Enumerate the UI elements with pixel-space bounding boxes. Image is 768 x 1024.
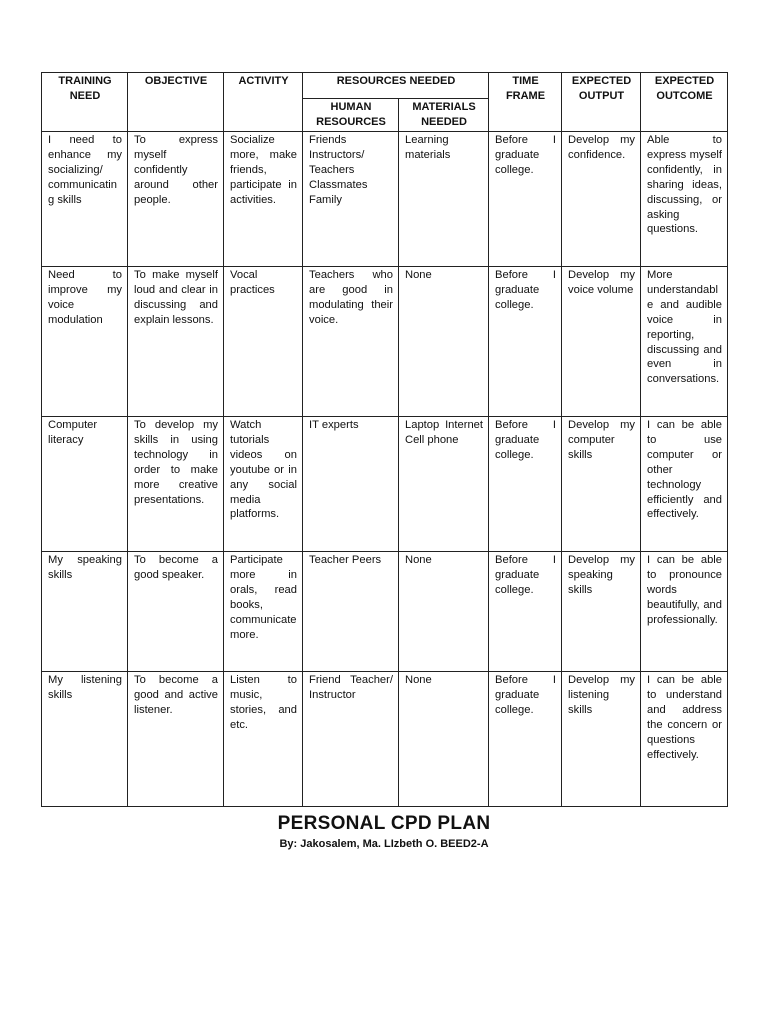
cell-human-resources: Friends Instructors/ Teachers Classmates Family xyxy=(303,132,399,267)
cell-expected-outcome: Able to express myself confidently, in sharing ideas, discussing, or asking questions. xyxy=(641,132,728,267)
cell-human-resources: Friend Teacher/ Instructor xyxy=(303,672,399,807)
cell-time-frame: Before I graduate college. xyxy=(489,417,562,552)
header-human-resources: HUMAN RESOURCES xyxy=(303,99,399,132)
cell-time-frame: Before I graduate college. xyxy=(489,132,562,267)
cell-objective: To express myself confidently around other people. xyxy=(128,132,224,267)
cell-human-resources: Teacher Peers xyxy=(303,552,399,672)
header-expected-outcome: EXPECTED OUTCOME xyxy=(641,73,728,132)
cell-training-need: Computer literacy xyxy=(42,417,128,552)
cell-time-frame: Before I graduate college. xyxy=(489,267,562,417)
cell-expected-output: Develop my confidence. xyxy=(562,132,641,267)
cell-materials-needed: None xyxy=(399,672,489,807)
cpd-document xyxy=(41,72,727,850)
cell-expected-output: Develop my speaking skills xyxy=(562,552,641,672)
cell-expected-outcome: I can be able to understand and address the concern or questions effectively. xyxy=(641,672,728,807)
cell-materials-needed: Learning materials xyxy=(399,132,489,267)
table-row xyxy=(42,132,728,267)
cell-materials-needed: None xyxy=(399,552,489,672)
cell-time-frame: Before I graduate college. xyxy=(489,672,562,807)
header-expected-output: EXPECTED OUTPUT xyxy=(562,73,641,132)
cell-materials-needed: Laptop Internet Cell phone xyxy=(399,417,489,552)
cell-expected-output: Develop my computer skills xyxy=(562,417,641,552)
cell-objective: To develop my skills in using technology in order to make more creative presentations. xyxy=(128,417,224,552)
cell-training-need: My listening skills xyxy=(42,672,128,807)
table-row xyxy=(42,417,728,552)
cell-expected-output: Develop my voice volume xyxy=(562,267,641,417)
cell-training-need: I need to enhance my socializing/ communicating skills xyxy=(42,132,128,267)
table-row xyxy=(42,267,728,417)
cpd-plan-table xyxy=(41,72,728,807)
header-materials-needed: MATERIALS NEEDED xyxy=(399,99,489,132)
header-activity: ACTIVITY xyxy=(224,73,303,132)
cell-objective: To become a good speaker. xyxy=(128,552,224,672)
cell-objective: To become a good and active listener. xyxy=(128,672,224,807)
cell-objective: To make myself loud and clear in discussing and explain lessons. xyxy=(128,267,224,417)
cell-expected-outcome: I can be able to pronounce words beautifully, and professionally. xyxy=(641,552,728,672)
cell-time-frame: Before I graduate college. xyxy=(489,552,562,672)
cell-activity: Socialize more, make friends, participate in activities. xyxy=(224,132,303,267)
cell-expected-outcome: I can be able to use computer or other technology efficiently and effectively. xyxy=(641,417,728,552)
cell-activity: Watch tutorials videos on youtube or in any social media platforms. xyxy=(224,417,303,552)
page-title: PERSONAL CPD PLAN xyxy=(277,813,491,834)
table-row xyxy=(42,672,728,807)
cell-activity: Vocal practices xyxy=(224,267,303,417)
cell-expected-output: Develop my listening skills xyxy=(562,672,641,807)
cell-activity: Listen to music, stories, and etc. xyxy=(224,672,303,807)
header-training-need: TRAINING NEED xyxy=(42,73,128,132)
table-header-row xyxy=(42,73,728,99)
cell-human-resources: Teachers who are good in modulating their voice. xyxy=(303,267,399,417)
header-time-frame: TIME FRAME xyxy=(489,73,562,132)
table-row xyxy=(42,552,728,672)
header-objective: OBJECTIVE xyxy=(128,73,224,132)
header-resources-needed: RESOURCES NEEDED xyxy=(303,73,489,99)
cell-training-need: Need to improve my voice modulation xyxy=(42,267,128,417)
cell-expected-outcome: More understandable and audible voice in reporting, discussing and even in conversations. xyxy=(641,267,728,417)
author-byline: By: Jakosalem, Ma. LIzbeth O. BEED2-A xyxy=(279,838,489,850)
cell-training-need: My speaking skills xyxy=(42,552,128,672)
cell-human-resources: IT experts xyxy=(303,417,399,552)
cell-activity: Participate more in orals, read books, communicate more. xyxy=(224,552,303,672)
cell-materials-needed: None xyxy=(399,267,489,417)
